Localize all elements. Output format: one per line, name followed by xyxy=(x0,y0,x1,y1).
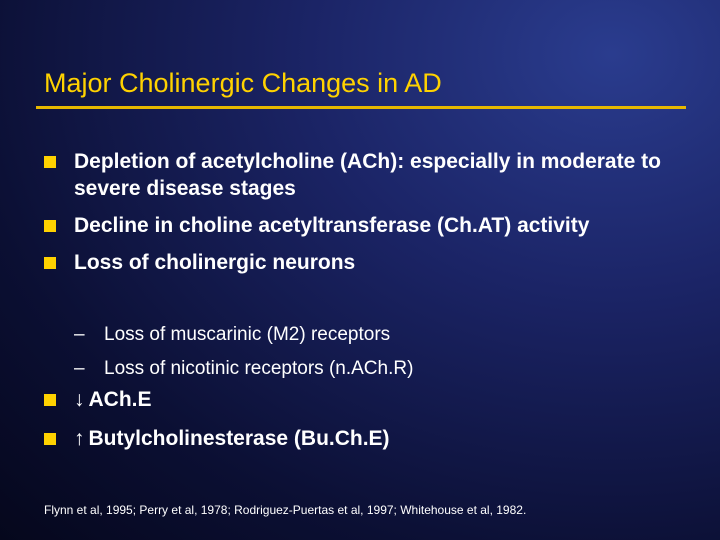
sub-bullet-text: Loss of nicotinic receptors (n.ACh.R) xyxy=(104,358,414,379)
dash-marker: – xyxy=(74,358,85,379)
bullet-text: ACh.E xyxy=(88,388,152,411)
sub-bullet-item xyxy=(74,318,674,352)
sub-bullet-item xyxy=(74,352,674,386)
sub-bullet-text: Loss of muscarinic (M2) receptors xyxy=(104,324,391,345)
dash-marker: – xyxy=(74,324,85,345)
bullet-square-icon xyxy=(44,257,56,269)
bullet-item xyxy=(44,148,684,202)
bullet-square-icon xyxy=(44,156,56,168)
bullet-text: Decline in choline acetyltransferase (Ch.AT) activity xyxy=(74,214,590,237)
slide-title: Major Cholinergic Changes in AD xyxy=(44,68,442,98)
bullet-text: Depletion of acetylcholine (ACh): especially in moderate to severe disease stages xyxy=(74,150,661,200)
bullet-text: Loss of cholinergic neurons xyxy=(74,251,356,274)
bullet-item xyxy=(44,386,684,413)
bullet-item xyxy=(44,249,684,276)
bullet-square-icon xyxy=(44,433,56,445)
bullet-square-icon xyxy=(44,220,56,232)
sub-bullet-list xyxy=(74,318,674,386)
title-underline xyxy=(36,106,686,109)
bullet-item xyxy=(44,212,684,239)
citation: Flynn et al, 1995; Perry et al, 1978; Rodriguez-Puertas et al, 1997; Whitehouse et al, 1982. xyxy=(44,503,527,517)
bullet-list xyxy=(44,148,684,276)
up-arrow-icon: ↑ xyxy=(74,427,85,450)
down-arrow-icon: ↓ xyxy=(74,388,85,411)
bullet-item xyxy=(44,425,684,452)
bullet-text: Butylcholinesterase (Bu.Ch.E) xyxy=(88,427,390,450)
arrow-bullet-list xyxy=(44,386,684,452)
bullet-square-icon xyxy=(44,394,56,406)
